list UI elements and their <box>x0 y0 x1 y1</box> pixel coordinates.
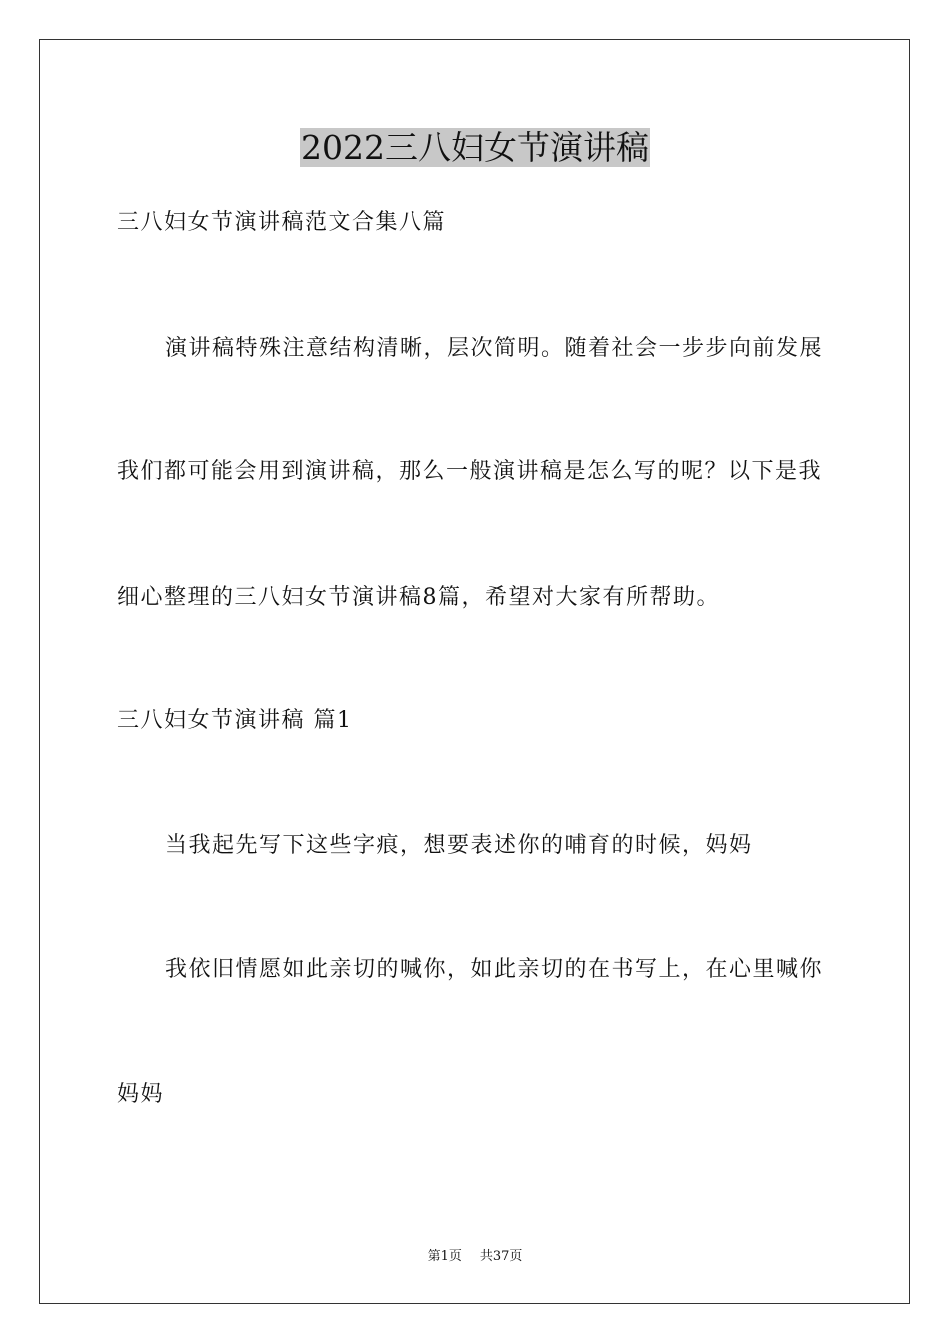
section-line-2: 我依旧情愿如此亲切的喊你，如此亲切的在书写上，在心里喊你 <box>165 957 824 982</box>
page-number: 第1页 <box>427 1249 462 1264</box>
document-title <box>0 126 950 170</box>
section-line-1: 当我起先写下这些字痕，想要表述你的哺育的时候，妈妈 <box>165 833 753 858</box>
page-total: 共37页 <box>479 1249 523 1264</box>
intro-paragraph-line-2: 我们都可能会用到演讲稿，那么一般演讲稿是怎么写的呢？以下是我 <box>117 459 823 484</box>
document-subtitle: 三八妇女节演讲稿范文合集八篇 <box>117 210 447 235</box>
document-title-text: 2022三八妇女节演讲稿 <box>301 128 649 167</box>
section-line-3: 妈妈 <box>117 1082 165 1107</box>
intro-paragraph-line-3: 细心整理的三八妇女节演讲稿8篇，希望对大家有所帮助。 <box>117 585 720 610</box>
section-heading: 三八妇女节演讲稿 篇1 <box>117 708 353 733</box>
intro-paragraph-line-1: 演讲稿特殊注意结构清晰，层次简明。随着社会一步步向前发展 <box>165 336 824 361</box>
page-footer <box>0 1248 950 1266</box>
